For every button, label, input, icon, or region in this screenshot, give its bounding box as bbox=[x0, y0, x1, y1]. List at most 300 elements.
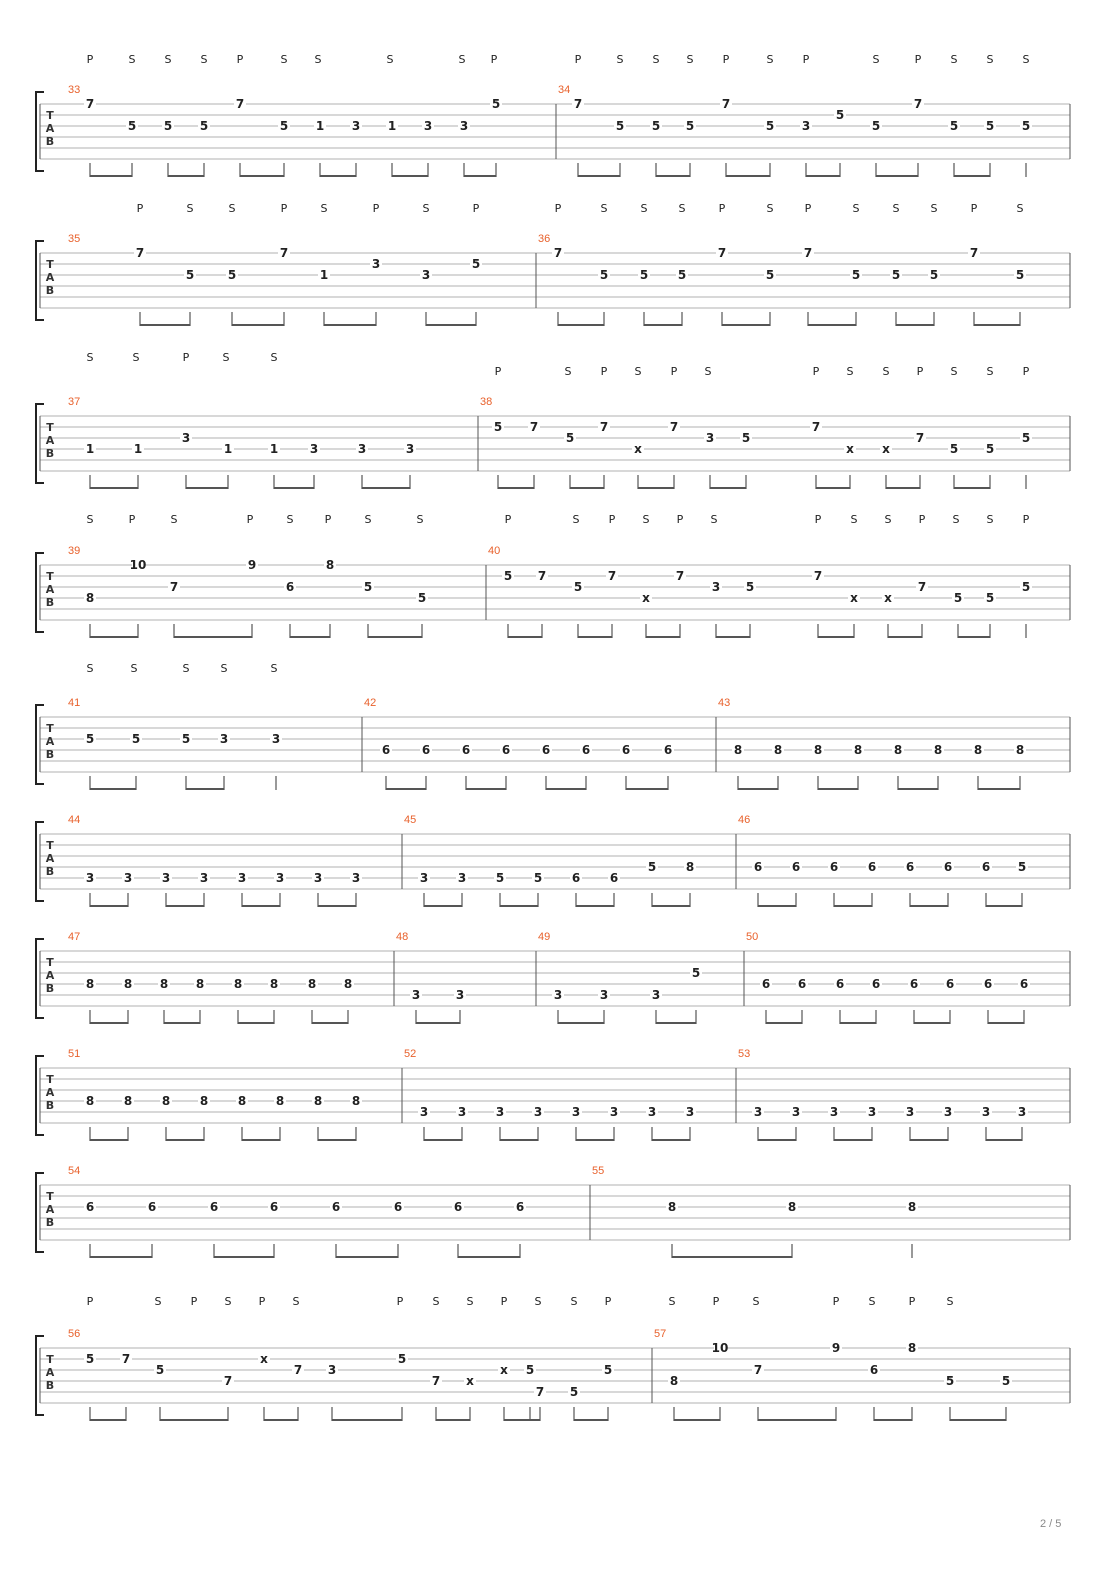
fret-number: 3 bbox=[309, 442, 319, 456]
fret-number: 6 bbox=[791, 860, 801, 874]
note-beam bbox=[910, 905, 948, 907]
fret-number: 8 bbox=[269, 977, 279, 991]
slap-pop-mark: S bbox=[752, 1295, 760, 1308]
fret-number: 3 bbox=[357, 442, 367, 456]
fret-number: 5 bbox=[835, 108, 845, 122]
fret-number: 6 bbox=[1019, 977, 1029, 991]
tab-system-2 bbox=[36, 202, 1070, 326]
slap-pop-mark: P bbox=[722, 53, 730, 66]
slap-pop-mark: P bbox=[670, 365, 678, 378]
fret-number: 6 bbox=[393, 1200, 403, 1214]
note-beam bbox=[90, 1256, 152, 1258]
fret-number: 5 bbox=[851, 268, 861, 282]
slap-pop-mark: P bbox=[472, 202, 480, 215]
fret-number: 5 bbox=[573, 580, 583, 594]
fret-number: 5 bbox=[1021, 119, 1031, 133]
note-beam bbox=[90, 487, 138, 489]
slap-pop-mark: S bbox=[846, 365, 854, 378]
measure-number: 38 bbox=[480, 396, 493, 408]
note-beam bbox=[242, 1139, 280, 1141]
slap-pop-mark: P bbox=[1022, 365, 1030, 378]
measure-number: 36 bbox=[538, 233, 551, 245]
note-beam bbox=[758, 905, 796, 907]
slap-pop-mark: S bbox=[270, 351, 278, 364]
fret-number: 6 bbox=[905, 860, 915, 874]
note-beam bbox=[426, 324, 476, 326]
fret-number: 5 bbox=[765, 119, 775, 133]
fret-number: 8 bbox=[813, 743, 823, 757]
note-beam bbox=[834, 905, 872, 907]
fret-number: 1 bbox=[315, 119, 325, 133]
fret-number: 5 bbox=[417, 591, 427, 605]
slap-pop-mark: S bbox=[228, 202, 236, 215]
tab-clef-letter: A bbox=[45, 122, 55, 135]
fret-number: 3 bbox=[271, 732, 281, 746]
tab-system-9 bbox=[36, 1165, 1070, 1258]
fret-number: 6 bbox=[663, 743, 673, 757]
measure-number: 42 bbox=[364, 697, 377, 709]
note-beam bbox=[816, 487, 850, 489]
fret-number: 8 bbox=[123, 1094, 133, 1108]
fret-number: 3 bbox=[371, 257, 381, 271]
slap-pop-mark: P bbox=[676, 513, 684, 526]
tab-clef-letter: B bbox=[45, 1379, 55, 1392]
note-beam bbox=[242, 905, 280, 907]
note-beam bbox=[318, 905, 356, 907]
fret-number: 6 bbox=[981, 860, 991, 874]
fret-number: 7 bbox=[599, 420, 609, 434]
slap-pop-mark: S bbox=[1016, 202, 1024, 215]
slap-pop-mark: S bbox=[570, 1295, 578, 1308]
measure-number: 49 bbox=[538, 931, 551, 943]
fret-number: 5 bbox=[677, 268, 687, 282]
fret-number: 3 bbox=[685, 1105, 695, 1119]
fret-number: 7 bbox=[135, 246, 145, 260]
fret-number: 6 bbox=[761, 977, 771, 991]
fret-number: 3 bbox=[405, 442, 415, 456]
fret-number: 7 bbox=[529, 420, 539, 434]
fret-number: 6 bbox=[835, 977, 845, 991]
fret-number: 5 bbox=[471, 257, 481, 271]
fret-number: 3 bbox=[421, 268, 431, 282]
note-beam bbox=[546, 788, 586, 790]
slap-pop-mark: S bbox=[892, 202, 900, 215]
fret-number: 3 bbox=[801, 119, 811, 133]
tab-clef-letter: A bbox=[45, 1203, 55, 1216]
fret-number: 7 bbox=[85, 97, 95, 111]
fret-number: 8 bbox=[237, 1094, 247, 1108]
tab-clef-letter: T bbox=[46, 421, 54, 434]
slap-pop-mark: P bbox=[190, 1295, 198, 1308]
fret-number: 7 bbox=[917, 580, 927, 594]
note-beam bbox=[716, 636, 750, 638]
slap-pop-mark: S bbox=[286, 513, 294, 526]
fret-number: 3 bbox=[161, 871, 171, 885]
fret-number: 8 bbox=[199, 1094, 209, 1108]
fret-number: 5 bbox=[181, 732, 191, 746]
note-beam bbox=[186, 487, 228, 489]
slap-pop-mark: P bbox=[182, 351, 190, 364]
slap-pop-mark: P bbox=[396, 1295, 404, 1308]
fret-number: 3 bbox=[455, 988, 465, 1002]
fret-number: 7 bbox=[279, 246, 289, 260]
fret-number: 3 bbox=[327, 1363, 337, 1377]
fret-number: 5 bbox=[199, 119, 209, 133]
tab-clef-letter: A bbox=[45, 271, 55, 284]
fret-number: 5 bbox=[691, 966, 701, 980]
note-beam bbox=[958, 636, 990, 638]
fret-number: 5 bbox=[185, 268, 195, 282]
fret-number: 3 bbox=[905, 1105, 915, 1119]
note-beam bbox=[168, 175, 204, 177]
fret-number: 5 bbox=[491, 97, 501, 111]
fret-number: 7 bbox=[573, 97, 583, 111]
slap-pop-mark: P bbox=[236, 53, 244, 66]
note-beam bbox=[574, 1419, 608, 1421]
slap-pop-mark: S bbox=[640, 202, 648, 215]
note-beam bbox=[710, 487, 746, 489]
tab-clef-letter: B bbox=[45, 1216, 55, 1229]
fret-number: 3 bbox=[943, 1105, 953, 1119]
fret-number: 5 bbox=[1021, 580, 1031, 594]
note-beam bbox=[500, 905, 538, 907]
fret-number: x bbox=[466, 1374, 474, 1388]
tab-system-6 bbox=[36, 814, 1070, 907]
note-beam bbox=[626, 788, 668, 790]
fret-number: 3 bbox=[867, 1105, 877, 1119]
fret-number: 5 bbox=[685, 119, 695, 133]
fret-number: 8 bbox=[773, 743, 783, 757]
measure-number: 35 bbox=[68, 233, 81, 245]
note-beam bbox=[424, 905, 462, 907]
note-beam bbox=[874, 1419, 912, 1421]
fret-number: 3 bbox=[553, 988, 563, 1002]
fret-number: 7 bbox=[721, 97, 731, 111]
slap-pop-mark: P bbox=[914, 53, 922, 66]
fret-number: 3 bbox=[423, 119, 433, 133]
fret-number: 6 bbox=[421, 743, 431, 757]
tab-clef-letter: T bbox=[46, 722, 54, 735]
fret-number: 3 bbox=[351, 119, 361, 133]
note-beam bbox=[274, 487, 314, 489]
note-beam bbox=[174, 636, 252, 638]
slap-pop-mark: P bbox=[136, 202, 144, 215]
measure-number: 56 bbox=[68, 1328, 81, 1340]
tab-system-8 bbox=[36, 1048, 1070, 1141]
measure-number: 44 bbox=[68, 814, 81, 826]
fret-number: 7 bbox=[753, 1363, 763, 1377]
fret-number: x bbox=[850, 591, 858, 605]
fret-number: 8 bbox=[343, 977, 353, 991]
note-beam bbox=[424, 1139, 462, 1141]
fret-number: 7 bbox=[717, 246, 727, 260]
note-beam bbox=[726, 175, 770, 177]
fret-number: 7 bbox=[293, 1363, 303, 1377]
fret-number: 7 bbox=[535, 1385, 545, 1399]
slap-pop-mark: P bbox=[608, 513, 616, 526]
slap-pop-mark: S bbox=[634, 365, 642, 378]
fret-number: 6 bbox=[945, 977, 955, 991]
note-beam bbox=[888, 636, 922, 638]
slap-pop-mark: S bbox=[466, 1295, 474, 1308]
note-beam bbox=[646, 636, 680, 638]
fret-number: 6 bbox=[285, 580, 295, 594]
fret-number: x bbox=[882, 442, 890, 456]
slap-pop-mark: S bbox=[884, 513, 892, 526]
tab-system-10 bbox=[36, 1295, 1070, 1421]
fret-number: 5 bbox=[949, 119, 959, 133]
fret-number: 6 bbox=[943, 860, 953, 874]
slap-pop-mark: S bbox=[200, 53, 208, 66]
fret-number: 5 bbox=[985, 591, 995, 605]
fret-number: 3 bbox=[219, 732, 229, 746]
note-beam bbox=[238, 1022, 274, 1024]
note-beam bbox=[386, 788, 426, 790]
fret-number: 5 bbox=[85, 1352, 95, 1366]
fret-number: 3 bbox=[411, 988, 421, 1002]
slap-pop-mark: S bbox=[852, 202, 860, 215]
note-beam bbox=[240, 175, 284, 177]
tab-clef-letter: B bbox=[45, 1099, 55, 1112]
note-beam bbox=[558, 1022, 604, 1024]
fret-number: 6 bbox=[515, 1200, 525, 1214]
slap-pop-mark: S bbox=[766, 53, 774, 66]
fret-number: 8 bbox=[325, 558, 335, 572]
measure-number: 51 bbox=[68, 1048, 81, 1060]
note-beam bbox=[766, 1022, 802, 1024]
fret-number: 6 bbox=[209, 1200, 219, 1214]
slap-pop-mark: S bbox=[616, 53, 624, 66]
slap-pop-mark: S bbox=[270, 662, 278, 675]
note-beam bbox=[672, 1256, 792, 1258]
fret-number: 8 bbox=[685, 860, 695, 874]
note-beam bbox=[758, 1139, 796, 1141]
note-beam bbox=[818, 636, 854, 638]
slap-pop-mark: P bbox=[490, 53, 498, 66]
measure-number: 55 bbox=[592, 1165, 605, 1177]
fret-number: 3 bbox=[351, 871, 361, 885]
slap-pop-mark: P bbox=[804, 202, 812, 215]
fret-number: 8 bbox=[195, 977, 205, 991]
fret-number: 8 bbox=[307, 977, 317, 991]
fret-number: 6 bbox=[453, 1200, 463, 1214]
fret-number: 1 bbox=[133, 442, 143, 456]
note-beam bbox=[318, 1139, 356, 1141]
slap-pop-mark: S bbox=[930, 202, 938, 215]
slap-pop-mark: S bbox=[164, 53, 172, 66]
fret-number: 5 bbox=[397, 1352, 407, 1366]
slap-pop-mark: S bbox=[868, 1295, 876, 1308]
note-beam bbox=[576, 1139, 614, 1141]
fret-number: 1 bbox=[319, 268, 329, 282]
slap-pop-mark: S bbox=[882, 365, 890, 378]
note-beam bbox=[458, 1256, 520, 1258]
fret-number: 3 bbox=[711, 580, 721, 594]
fret-number: 5 bbox=[949, 442, 959, 456]
fret-number: 9 bbox=[831, 1341, 841, 1355]
slap-pop-mark: P bbox=[86, 1295, 94, 1308]
fret-number: 5 bbox=[131, 732, 141, 746]
fret-number: 5 bbox=[1017, 860, 1027, 874]
fret-number: 5 bbox=[647, 860, 657, 874]
note-beam bbox=[950, 1419, 1006, 1421]
note-beam bbox=[806, 175, 840, 177]
fret-number: 1 bbox=[85, 442, 95, 456]
slap-pop-mark: S bbox=[128, 53, 136, 66]
fret-number: 6 bbox=[381, 743, 391, 757]
slap-pop-mark: S bbox=[534, 1295, 542, 1308]
fret-number: 5 bbox=[565, 431, 575, 445]
slap-pop-mark: S bbox=[946, 1295, 954, 1308]
tab-system-4 bbox=[36, 513, 1070, 638]
note-beam bbox=[910, 1139, 948, 1141]
slap-pop-mark: S bbox=[458, 53, 466, 66]
slap-pop-mark: S bbox=[642, 513, 650, 526]
fret-number: 7 bbox=[537, 569, 547, 583]
fret-number: 8 bbox=[853, 743, 863, 757]
slap-pop-mark: S bbox=[280, 53, 288, 66]
fret-number: 3 bbox=[457, 871, 467, 885]
fret-number: 1 bbox=[223, 442, 233, 456]
fret-number: 7 bbox=[803, 246, 813, 260]
fret-number: 8 bbox=[787, 1200, 797, 1214]
tab-clef-letter: T bbox=[46, 1353, 54, 1366]
tab-clef-letter: A bbox=[45, 852, 55, 865]
note-beam bbox=[312, 1022, 348, 1024]
slap-pop-mark: S bbox=[950, 53, 958, 66]
note-beam bbox=[576, 905, 614, 907]
tab-clef-letter: A bbox=[45, 434, 55, 447]
slap-pop-mark: P bbox=[916, 365, 924, 378]
slap-pop-mark: S bbox=[292, 1295, 300, 1308]
tab-clef-letter: B bbox=[45, 135, 55, 148]
fret-number: 6 bbox=[829, 860, 839, 874]
note-beam bbox=[954, 487, 990, 489]
fret-number: x bbox=[500, 1363, 508, 1377]
fret-number: 5 bbox=[639, 268, 649, 282]
note-beam bbox=[758, 1419, 836, 1421]
note-beam bbox=[674, 1419, 720, 1421]
note-beam bbox=[362, 487, 410, 489]
fret-number: 5 bbox=[569, 1385, 579, 1399]
note-beam bbox=[840, 1022, 876, 1024]
note-beam bbox=[898, 788, 938, 790]
fret-number: 7 bbox=[431, 1374, 441, 1388]
fret-number: 6 bbox=[621, 743, 631, 757]
note-beam bbox=[638, 487, 674, 489]
slap-pop-mark: S bbox=[850, 513, 858, 526]
tab-clef-letter: B bbox=[45, 748, 55, 761]
slap-pop-mark: S bbox=[986, 365, 994, 378]
fret-number: 5 bbox=[493, 420, 503, 434]
note-beam bbox=[738, 788, 778, 790]
note-beam bbox=[186, 788, 224, 790]
fret-number: 3 bbox=[599, 988, 609, 1002]
fret-number: 5 bbox=[279, 119, 289, 133]
fret-number: 6 bbox=[983, 977, 993, 991]
tab-clef-letter: A bbox=[45, 969, 55, 982]
fret-number: 3 bbox=[181, 431, 191, 445]
measure-number: 47 bbox=[68, 931, 81, 943]
slap-pop-mark: S bbox=[704, 365, 712, 378]
slap-pop-mark: S bbox=[950, 365, 958, 378]
note-beam bbox=[722, 324, 770, 326]
fret-number: 6 bbox=[269, 1200, 279, 1214]
tab-clef-letter: B bbox=[45, 982, 55, 995]
note-beam bbox=[978, 788, 1020, 790]
note-beam bbox=[914, 1022, 950, 1024]
tab-clef-letter: B bbox=[45, 447, 55, 460]
fret-number: 8 bbox=[85, 591, 95, 605]
note-beam bbox=[656, 1022, 696, 1024]
fret-number: 7 bbox=[607, 569, 617, 583]
fret-number: 3 bbox=[651, 988, 661, 1002]
fret-number: 3 bbox=[791, 1105, 801, 1119]
measure-number: 34 bbox=[558, 84, 571, 96]
fret-number: 3 bbox=[123, 871, 133, 885]
fret-number: 1 bbox=[269, 442, 279, 456]
fret-number: x bbox=[884, 591, 892, 605]
slap-pop-mark: P bbox=[908, 1295, 916, 1308]
fret-number: 10 bbox=[711, 1341, 729, 1355]
fret-number: 3 bbox=[1017, 1105, 1027, 1119]
fret-number: 8 bbox=[907, 1341, 917, 1355]
tab-clef-letter: A bbox=[45, 1086, 55, 1099]
fret-number: 5 bbox=[85, 732, 95, 746]
fret-number: x bbox=[846, 442, 854, 456]
measure-number: 46 bbox=[738, 814, 751, 826]
slap-pop-mark: P bbox=[500, 1295, 508, 1308]
tab-system-1 bbox=[36, 53, 1070, 177]
fret-number: 5 bbox=[603, 1363, 613, 1377]
slap-pop-mark: P bbox=[324, 513, 332, 526]
slap-pop-mark: S bbox=[386, 53, 394, 66]
slap-pop-mark: P bbox=[718, 202, 726, 215]
slap-pop-mark: P bbox=[574, 53, 582, 66]
note-beam bbox=[498, 487, 534, 489]
note-beam bbox=[214, 1256, 274, 1258]
fret-number: 3 bbox=[705, 431, 715, 445]
fret-number: 6 bbox=[609, 871, 619, 885]
fret-number: 3 bbox=[85, 871, 95, 885]
fret-number: 9 bbox=[247, 558, 257, 572]
tab-clef-letter: A bbox=[45, 1366, 55, 1379]
slap-pop-mark: S bbox=[1022, 53, 1030, 66]
slap-pop-mark: S bbox=[170, 513, 178, 526]
fret-number: 6 bbox=[571, 871, 581, 885]
note-beam bbox=[504, 1419, 540, 1421]
note-beam bbox=[986, 1139, 1022, 1141]
fret-number: 5 bbox=[741, 431, 751, 445]
slap-pop-mark: S bbox=[652, 53, 660, 66]
fret-number: 5 bbox=[495, 871, 505, 885]
note-beam bbox=[336, 1256, 398, 1258]
slap-pop-mark: P bbox=[258, 1295, 266, 1308]
fret-number: 10 bbox=[129, 558, 147, 572]
fret-number: 5 bbox=[525, 1363, 535, 1377]
slap-pop-mark: P bbox=[280, 202, 288, 215]
slap-pop-mark: P bbox=[128, 513, 136, 526]
fret-number: 7 bbox=[913, 97, 923, 111]
note-beam bbox=[90, 1139, 128, 1141]
note-beam bbox=[416, 1022, 460, 1024]
tab-clef-letter: A bbox=[45, 735, 55, 748]
slap-pop-mark: P bbox=[970, 202, 978, 215]
fret-number: 6 bbox=[753, 860, 763, 874]
note-beam bbox=[90, 636, 138, 638]
slap-pop-mark: S bbox=[686, 53, 694, 66]
fret-number: 1 bbox=[387, 119, 397, 133]
